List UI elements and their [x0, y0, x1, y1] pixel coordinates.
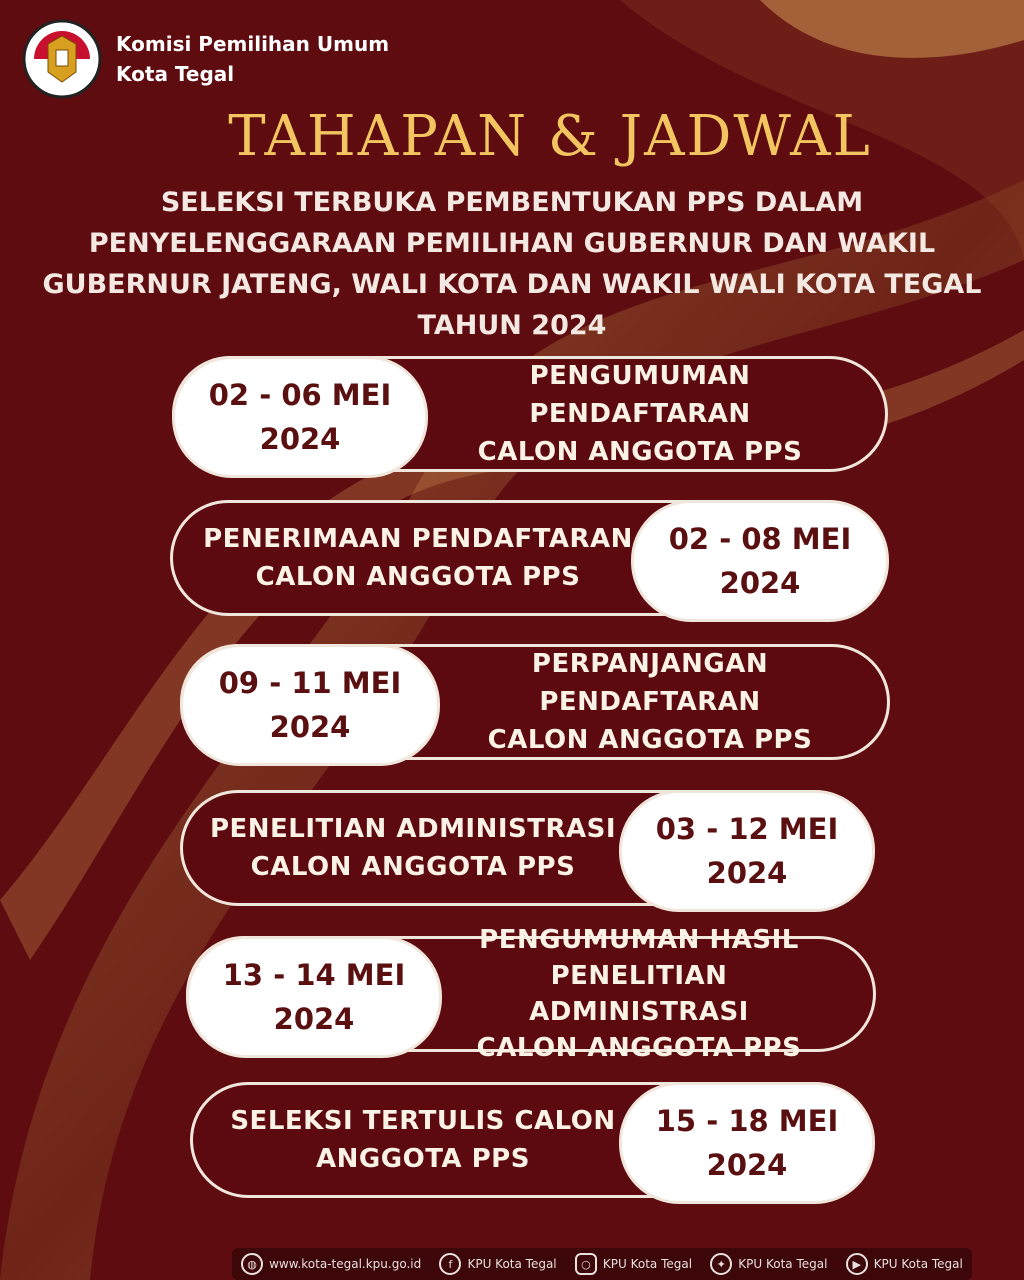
footer-twitter[interactable] [710, 1253, 827, 1275]
date-line-2: 2024 [719, 566, 801, 600]
schedule-label [439, 925, 839, 1063]
date-line-1: 02 - 06 MEI [208, 378, 392, 412]
label-line-2: CALON ANGGOTA PPS [477, 437, 803, 467]
org-line-1: Komisi Pemilihan Umum [116, 32, 390, 56]
schedule-date [631, 500, 889, 622]
footer-youtube[interactable] [846, 1253, 963, 1275]
twitter-icon: ✦ [710, 1253, 732, 1275]
youtube-icon: ▶ [846, 1253, 868, 1275]
org-line-2: Kota Tegal [116, 62, 235, 86]
instagram-icon: ○ [575, 1253, 597, 1275]
schedule-row [186, 925, 876, 1063]
schedule-date [619, 790, 875, 912]
page-title: TAHAPAN & JADWAL [228, 104, 872, 169]
label-line-2: ANGGOTA PPS [316, 1144, 530, 1174]
footer-facebook[interactable] [439, 1253, 556, 1275]
schedule-date [172, 356, 428, 478]
date-line-1: 13 - 14 MEI [222, 958, 406, 992]
date-line-2: 2024 [273, 1002, 355, 1036]
date-line-2: 2024 [706, 856, 788, 890]
date-line-1: 03 - 12 MEI [655, 812, 839, 846]
label-line-2: PENELITIAN ADMINISTRASI [529, 961, 749, 1027]
date-line-2: 2024 [269, 710, 351, 744]
schedule-row [180, 644, 890, 760]
globe-icon: ◍ [241, 1253, 263, 1275]
date-line-2: 2024 [259, 422, 341, 456]
label-line-1: PENGUMUMAN PENDAFTARAN [529, 361, 751, 429]
schedule-date [180, 644, 440, 766]
schedule-date [619, 1082, 875, 1204]
facebook-icon: f [439, 1253, 461, 1275]
schedule-row [190, 1082, 872, 1198]
label-line-2: CALON ANGGOTA PPS [487, 725, 813, 755]
website-label: www.kota-tegal.kpu.go.id [269, 1257, 422, 1271]
schedule-row [170, 500, 886, 616]
date-line-2: 2024 [706, 1148, 788, 1182]
twitter-label: KPU Kota Tegal [738, 1257, 828, 1271]
instagram-label: KPU Kota Tegal [602, 1257, 693, 1271]
footer-instagram[interactable] [575, 1253, 692, 1275]
schedule-label [203, 503, 633, 613]
footer-website[interactable] [241, 1253, 421, 1275]
header [22, 14, 389, 104]
date-line-1: 09 - 11 MEI [218, 666, 402, 700]
schedule-date [186, 936, 442, 1058]
date-line-1: 02 - 08 MEI [668, 522, 852, 556]
schedule-label [203, 793, 623, 903]
label-line-3: CALON ANGGOTA PPS [476, 1033, 802, 1063]
label-line-2: CALON ANGGOTA PPS [250, 852, 576, 882]
date-line-1: 15 - 18 MEI [655, 1104, 839, 1138]
schedule-label [435, 647, 865, 757]
schedule-row [180, 790, 872, 906]
label-line-1: PERPANJANGAN PENDAFTARAN [531, 649, 769, 717]
facebook-label: KPU Kota Tegal [467, 1257, 557, 1271]
schedule-label [213, 1085, 633, 1195]
schedule-row [172, 356, 888, 472]
label-line-1: PENGUMUMAN HASIL [479, 925, 799, 955]
label-line-2: CALON ANGGOTA PPS [255, 562, 581, 592]
youtube-label: KPU Kota Tegal [873, 1257, 963, 1271]
kpu-logo [22, 14, 102, 104]
label-line-1: SELEKSI TERTULIS CALON [230, 1106, 616, 1136]
organization-name [116, 29, 389, 89]
schedule-label [425, 359, 855, 469]
footer-social-bar [232, 1248, 972, 1280]
label-line-1: PENELITIAN ADMINISTRASI [209, 814, 617, 844]
label-line-1: PENERIMAAN PENDAFTARAN [203, 524, 633, 554]
page-subtitle: SELEKSI TERBUKA PEMBENTUKAN PPS DALAM PENYELENGGARAAN PEMILIHAN GUBERNUR DAN WAKIL GUBERNUR JATENG, WALI KOTA DAN WAKIL WALI KOTA TEGAL TAHUN 2024 [42, 187, 982, 341]
